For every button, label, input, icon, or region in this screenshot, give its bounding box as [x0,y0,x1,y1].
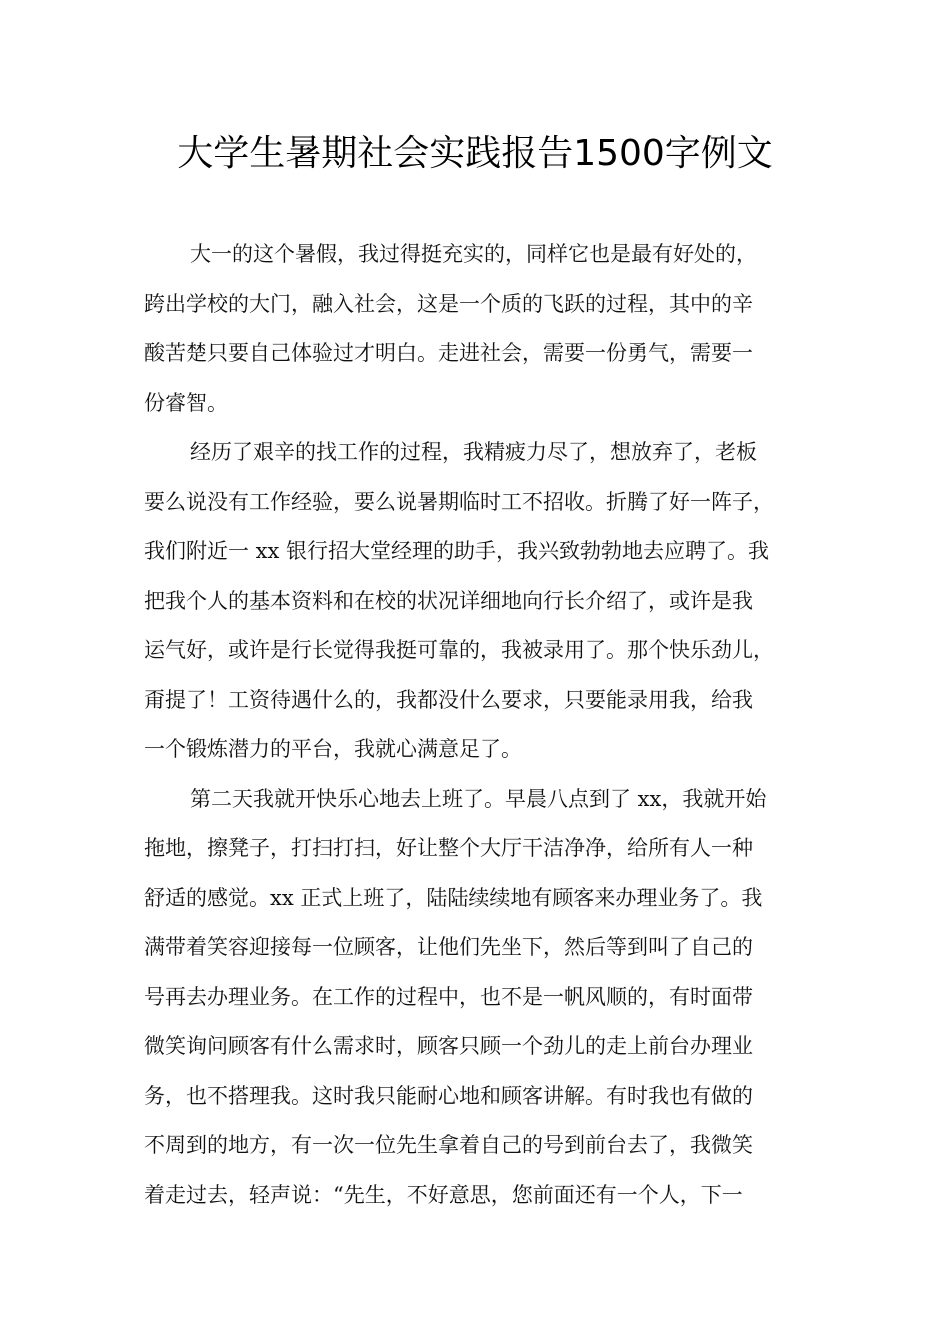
paragraph-3 [144,775,824,1221]
document-body [144,230,824,1220]
text-line: 满带着笑容迎接每一位顾客，让他们先坐下，然后等到叫了自己的 [144,935,753,959]
text-line: 酸苦楚只要自己体验过才明白。走进社会，需要一份勇气，需要一 [144,341,753,365]
text-line: 跨出学校的大门，融入社会，这是一个质的飞跃的过程，其中的辛 [144,291,753,316]
text-line: 一个锻炼潜力的平台，我就心满意足了。 [144,737,522,761]
text-line: 要么说没有工作经验，要么说暑期临时工不招收。折腾了好一阵子， [144,489,774,514]
text-line: 务，也不搭理我。这时我只能耐心地和顾客讲解。有时我也有做的 [144,1083,753,1108]
text-line: 甭提了！工资待遇什么的，我都没什么要求，只要能录用我，给我 [144,687,753,712]
text-line: 经历了艰辛的找工作的过程，我精疲力尽了，想放弃了，老板 [190,440,757,464]
text-line: 舒适的感觉。xx 正式上班了，陆陆续续地有顾客来办理业务了。我 [144,885,763,910]
paragraph-1 [144,230,824,428]
text-line: 着走过去，轻声说：“先生，不好意思，您前面还有一个人，下一 [144,1182,743,1207]
text-line: 运气好，或许是行长觉得我挺可靠的，我被录用了。那个快乐劲儿， [144,638,774,662]
document-title: 大学生暑期社会实践报告1500字例文 [177,133,773,174]
text-line: 我们附近一 xx 银行招大堂经理的助手，我兴致勃勃地去应聘了。我 [144,539,770,563]
text-line: 号再去办理业务。在工作的过程中，也不是一帆风顺的，有时面带 [144,984,753,1009]
text-line: 把我个人的基本资料和在校的状况详细地向行长介绍了，或许是我 [144,588,753,613]
text-line: 第二天我就开快乐心地去上班了。早晨八点到了 xx，我就开始 [190,786,767,811]
text-line: 份睿智。 [144,390,228,415]
text-line: 拖地，擦凳子，打扫打扫，好让整个大厅干洁净净，给所有人一种 [144,836,753,860]
text-line: 微笑询问顾客有什么需求时，顾客只顾一个劲儿的走上前台办理业 [144,1034,753,1058]
paragraph-2 [144,428,824,775]
text-line: 不周到的地方，有一次一位先生拿着自己的号到前台去了，我微笑 [144,1133,753,1157]
text-line: 大一的这个暑假，我过得挺充实的，同样它也是最有好处的， [190,242,757,266]
